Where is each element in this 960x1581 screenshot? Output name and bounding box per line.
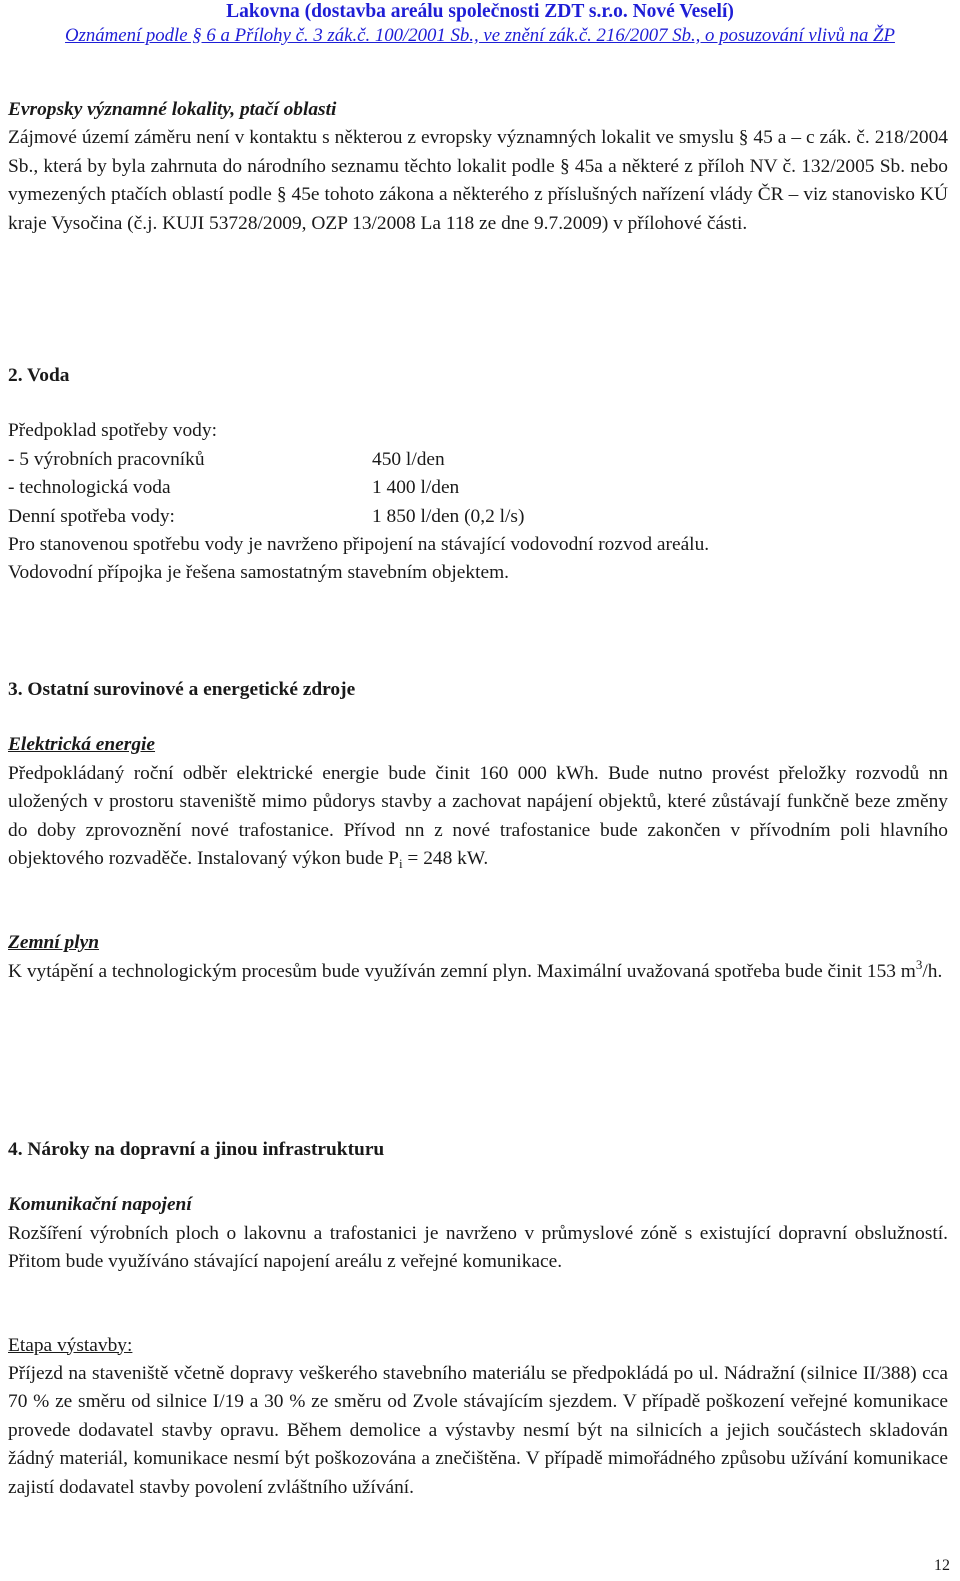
row-label: - technologická voda bbox=[8, 477, 171, 499]
transport-heading: 4. Nároky na dopravní a jinou infrastrukturu bbox=[8, 1139, 385, 1160]
row-label: - 5 výrobních pracovníků bbox=[8, 448, 205, 470]
header-subtitle: Oznámení podle § 6 a Přílohy č. 3 zák.č. 100/2001 Sb., ve znění zák.č. 216/2007 Sb., o posuzování vlivů na ŽP bbox=[65, 25, 895, 46]
water-line-1: Pro stanovenou spotřebu vody je navrženo připojení na stávající vodovodní rozvod areálu. bbox=[8, 534, 710, 556]
transport-section bbox=[8, 1136, 948, 1502]
natura-text: Zájmové území záměru není v kontaktu s některou z evropsky významných lokalit ve smyslu § 45 a – c zák. č. 218/2004 Sb., která by byla zahrnuta do národního seznamu těchto lokalit podle § 45a a některé z příloh NV č. 132/2005 Sb. nebo vymezených ptačích oblastí podle § 45e tohoto zákona a některého z příslušných nařízení vlády ČR – viz stanovisko KÚ kraje Vysočina (č.j. KUJI 53728/2009, OZP 13/2008 La 118 ze dne 9.7.2009) v přílohové části. bbox=[8, 127, 948, 234]
row-value: 1 850 l/den (0,2 l/s) bbox=[372, 505, 525, 527]
electric-text-body: Předpokládaný roční odběr elektrické energie bude činit 160 000 kWh. Bude nutno provést přeložky rozvodů nn uložených v prostoru staveniště mimo půdorys stavby a zachovat napájení objektů, které zůstávají funkčně beze změny do doby zprovoznění nové trafostanice. Přívod nn z nové trafostanice bude zakončen v přívodním poli hlavního objektového rozvaděče. Instalovaný výkon bude P bbox=[8, 762, 948, 870]
water-row-total bbox=[8, 503, 948, 531]
construction-heading: Etapa výstavby: bbox=[8, 1334, 133, 1356]
water-heading: 2. Voda bbox=[8, 365, 70, 386]
water-row-workers bbox=[8, 446, 948, 474]
gas-text-tail: /h. bbox=[922, 960, 943, 982]
electric-text bbox=[8, 760, 948, 874]
electric-subscript: i bbox=[398, 856, 403, 872]
water-line-2: Vodovodní přípojka je řešena samostatným stavebním objektem. bbox=[8, 562, 510, 584]
page-header bbox=[0, 0, 960, 48]
energy-section bbox=[8, 676, 948, 986]
row-label: Denní spotřeba vody: bbox=[8, 505, 175, 527]
header-title: Lakovna (dostavba areálu společnosti ZDT s.r.o. Nové Veselí) bbox=[226, 1, 734, 22]
row-value: 450 l/den bbox=[372, 448, 445, 470]
water-section bbox=[8, 362, 948, 588]
natura-section bbox=[8, 96, 948, 238]
water-row-technology bbox=[8, 474, 948, 502]
page-number: 12 bbox=[934, 1557, 950, 1574]
electric-heading: Elektrická energie bbox=[8, 734, 156, 756]
gas-text bbox=[8, 958, 948, 986]
access-heading: Komunikační napojení bbox=[8, 1194, 192, 1216]
gas-text-body: K vytápění a technologickým procesům bude využíván zemní plyn. Maximální uvažovaná spotřeba bude činit 153 m bbox=[8, 960, 916, 982]
natura-heading: Evropsky významné lokality, ptačí oblasti bbox=[8, 99, 337, 120]
row-value: 1 400 l/den bbox=[372, 477, 460, 499]
electric-text-tail: = 248 kW. bbox=[402, 848, 489, 870]
gas-heading: Zemní plyn bbox=[8, 932, 100, 954]
gas-superscript: 3 bbox=[915, 956, 923, 972]
energy-heading: 3. Ostatní surovinové a energetické zdroje bbox=[8, 679, 356, 700]
construction-text: Příjezd na staveniště včetně dopravy veškerého stavebního materiálu se předpokládá po ul. Nádražní (silnice II/388) cca 70 % ze směru od silnice I/19 a 30 % ze směru od Zvole stávajícím sjezdem. V případě poškození veřejné komunikace provede dodavatel stavby opravu. Během demolice a výstavby nesmí být na silnicích a jejich součástech skladován žádný materiál, komunikace nesmí být poškozována a znečištěna. V případě mimořádného způsobu užívání komunikace zajistí dodavatel stavby povolení zvláštního užívání. bbox=[8, 1363, 948, 1498]
access-text: Rozšíření výrobních ploch o lakovnu a trafostanici je navrženo v průmyslové zóně s existující dopravní obslužností. Přitom bude využíváno stávající napojení areálu z veřejné komunikace. bbox=[8, 1222, 948, 1273]
water-intro: Předpoklad spotřeby vody: bbox=[8, 420, 217, 442]
